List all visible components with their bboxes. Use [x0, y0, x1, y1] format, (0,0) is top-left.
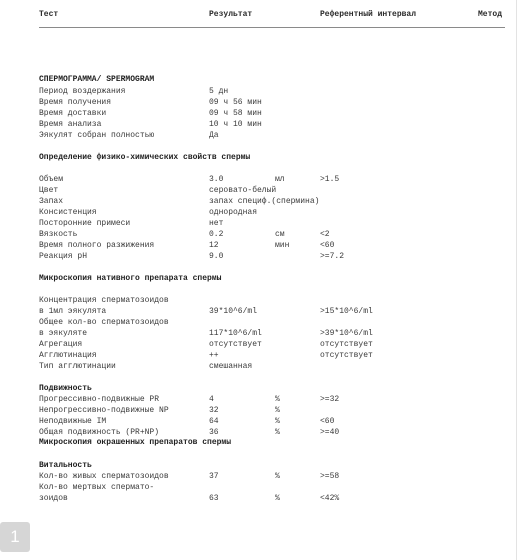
- section-title-motility: Подвижность: [39, 384, 92, 393]
- row-name: Эякулят собран полностью: [39, 131, 155, 140]
- row-value: запах специф.(спермина): [209, 197, 320, 206]
- row-unit: %: [275, 428, 280, 437]
- row-value: 63: [209, 494, 219, 503]
- row-name: Общее кол-во сперматозоидов: [39, 318, 169, 327]
- row-unit: %: [275, 417, 280, 426]
- row-reference: <42%: [320, 494, 340, 503]
- row-unit: %: [275, 494, 280, 503]
- row-reference: >=58: [320, 472, 340, 481]
- row-value: смешанная: [209, 362, 253, 371]
- section-title-native: Микроскопия нативного препарата спермы: [39, 274, 222, 283]
- row-value: 36: [209, 428, 219, 437]
- header-result: Результат: [209, 10, 253, 19]
- row-reference: >=32: [320, 395, 340, 404]
- row-value: 5 дн: [209, 87, 229, 96]
- row-name: Непрогрессивно-подвижные NP: [39, 406, 169, 415]
- row-reference: >39*10^6/ml: [320, 329, 373, 338]
- row-name: Вязкость: [39, 230, 78, 239]
- header-reference: Референтный интервал: [320, 10, 417, 19]
- row-name: в 1мл эякулята: [39, 307, 107, 316]
- row-value: однородная: [209, 208, 258, 217]
- section-title-stained: Микроскопия окрашенных препаратов спермы: [39, 438, 232, 447]
- header-method: Метод: [478, 10, 503, 19]
- row-name: Агглютинация: [39, 351, 97, 360]
- row-unit: см: [275, 230, 285, 239]
- section-title-spermogram: СПЕРМОГРАММА/ SPERMOGRAM: [39, 75, 155, 84]
- page-number-badge: 1: [0, 522, 30, 552]
- row-name: Период воздержания: [39, 87, 126, 96]
- row-value: 3.0: [209, 175, 224, 184]
- row-name: Прогрессивно-подвижные PR: [39, 395, 160, 404]
- row-reference: отсутствует: [320, 340, 373, 349]
- header-divider: [39, 27, 505, 28]
- row-name: Посторонние примеси: [39, 219, 131, 228]
- row-value: 0.2: [209, 230, 224, 239]
- row-name: Время получения: [39, 98, 112, 107]
- section-title-vitality: Витальность: [39, 461, 92, 470]
- row-name: Запах: [39, 197, 64, 206]
- row-name: Время полного разжижения: [39, 241, 155, 250]
- row-name: Цвет: [39, 186, 59, 195]
- row-value: 32: [209, 406, 219, 415]
- row-name: Тип агглютинации: [39, 362, 116, 371]
- row-name: Агрегация: [39, 340, 83, 349]
- row-value: нет: [209, 219, 224, 228]
- row-reference: <60: [320, 241, 335, 250]
- row-value: 4: [209, 395, 214, 404]
- row-value: 10 ч 10 мин: [209, 120, 262, 129]
- row-name: Время анализа: [39, 120, 102, 129]
- row-value: 09 ч 58 мин: [209, 109, 262, 118]
- row-value: 37: [209, 472, 219, 481]
- row-value: 09 ч 56 мин: [209, 98, 262, 107]
- row-unit: мин: [275, 241, 290, 250]
- row-reference: >1.5: [320, 175, 340, 184]
- row-reference: >=7.2: [320, 252, 345, 261]
- row-name: Кол-во живых сперматозоидов: [39, 472, 169, 481]
- row-name: Неподвижные IM: [39, 417, 107, 426]
- row-name: Реакция pH: [39, 252, 88, 261]
- header-test: Тест: [39, 10, 59, 19]
- row-value: ++: [209, 351, 219, 360]
- row-name: зоидов: [39, 494, 68, 503]
- row-name: Общая подвижность (PR+NP): [39, 428, 160, 437]
- row-unit: мл: [275, 175, 285, 184]
- row-name: в эякуляте: [39, 329, 88, 338]
- row-unit: %: [275, 395, 280, 404]
- row-name: Консистенция: [39, 208, 97, 217]
- row-reference: >15*10^6/ml: [320, 307, 373, 316]
- row-reference: >=40: [320, 428, 340, 437]
- row-reference: <60: [320, 417, 335, 426]
- row-name: Время доставки: [39, 109, 107, 118]
- row-value: серовато-белый: [209, 186, 277, 195]
- row-value: 39*10^6/ml: [209, 307, 258, 316]
- row-reference: <2: [320, 230, 330, 239]
- row-name: Кол-во мертвых сперматo-: [39, 483, 155, 492]
- row-reference: отсутствует: [320, 351, 373, 360]
- row-value: 9.0: [209, 252, 224, 261]
- row-value: Да: [209, 131, 219, 140]
- row-name: Концентрация сперматозоидов: [39, 296, 169, 305]
- row-value: 64: [209, 417, 219, 426]
- row-value: отсутствует: [209, 340, 262, 349]
- row-value: 12: [209, 241, 219, 250]
- row-unit: %: [275, 472, 280, 481]
- row-name: Объем: [39, 175, 64, 184]
- scrollbar-track[interactable]: [516, 0, 517, 560]
- section-title-physchem: Определение физико-химических свойств спермы: [39, 153, 251, 162]
- row-unit: %: [275, 406, 280, 415]
- row-value: 117*10^6/ml: [209, 329, 262, 338]
